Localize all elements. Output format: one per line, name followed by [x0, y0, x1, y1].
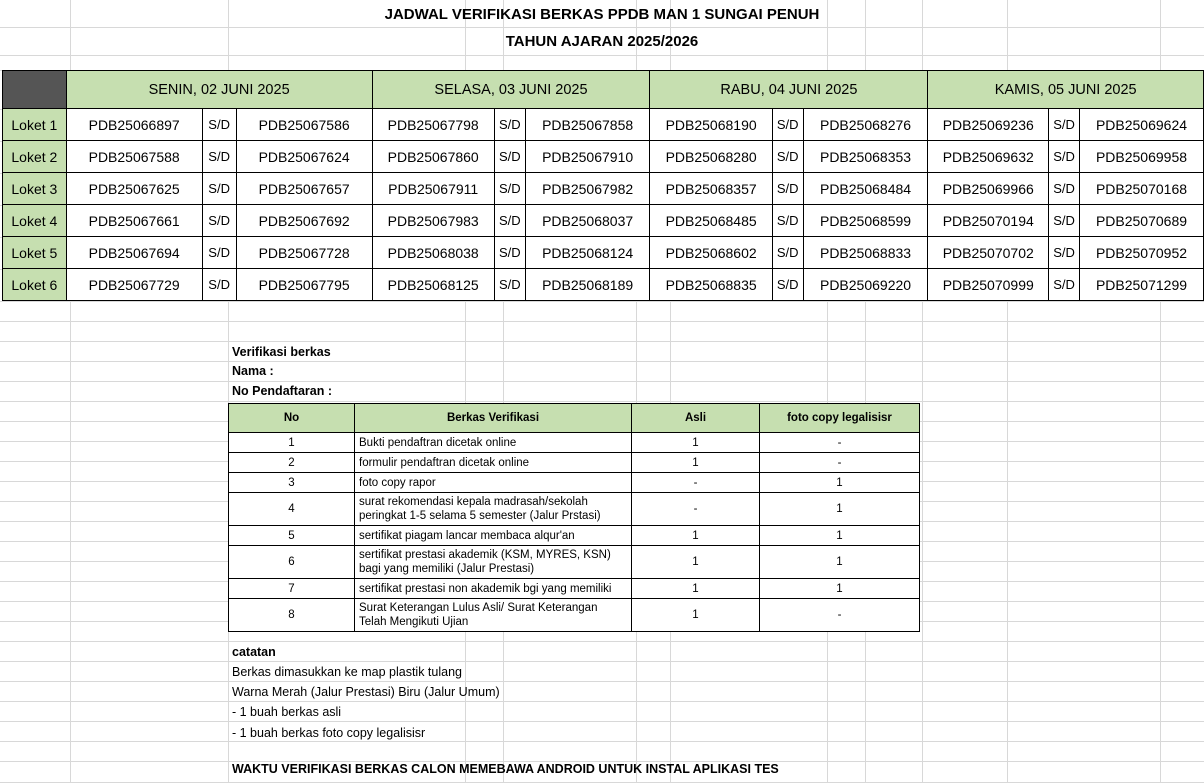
registration-number-to: PDB25067795	[236, 269, 372, 301]
schedule-row	[3, 109, 1204, 141]
gridline-horizontal	[0, 321, 1204, 322]
gridline-horizontal	[0, 741, 1204, 742]
registration-number-from: PDB25067983	[372, 205, 494, 237]
schedule-table	[2, 70, 1204, 301]
registration-number-from: PDB25068190	[650, 109, 772, 141]
loket-label: Loket 1	[3, 109, 67, 141]
verification-documents-table	[228, 403, 920, 632]
registration-number-to: PDB25068276	[803, 109, 928, 141]
loket-label: Loket 3	[3, 173, 67, 205]
docs-cell-description: formulir pendaftran dicetak online	[355, 453, 632, 473]
docs-row	[229, 493, 920, 526]
range-separator: S/D	[494, 237, 525, 269]
docs-row	[229, 579, 920, 599]
docs-cell-no: 1	[229, 433, 355, 453]
registration-number-to: PDB25068037	[525, 205, 650, 237]
docs-row	[229, 526, 920, 546]
docs-cell-no: 8	[229, 599, 355, 632]
registration-number-from: PDB25067911	[372, 173, 494, 205]
docs-row	[229, 433, 920, 453]
loket-label: Loket 5	[3, 237, 67, 269]
docs-cell-description: foto copy rapor	[355, 473, 632, 493]
docs-cell-photocopy: -	[760, 599, 920, 632]
docs-cell-description: sertifikat piagam lancar membaca alqur'an	[355, 526, 632, 546]
docs-cell-no: 3	[229, 473, 355, 493]
registration-number-from: PDB25068485	[650, 205, 772, 237]
range-separator: S/D	[1049, 269, 1080, 301]
range-separator: S/D	[1049, 109, 1080, 141]
range-separator: S/D	[772, 173, 803, 205]
registration-number-to: PDB25069624	[1080, 109, 1204, 141]
note-line-3: - 1 buah berkas foto copy legalisisr	[232, 726, 426, 740]
registration-number-to: PDB25067982	[525, 173, 650, 205]
registration-number-from: PDB25068280	[650, 141, 772, 173]
range-separator: S/D	[202, 173, 236, 205]
loket-label: Loket 4	[3, 205, 67, 237]
range-separator: S/D	[772, 141, 803, 173]
corner-cell	[3, 71, 67, 109]
form-name-label: Nama :	[232, 364, 274, 378]
notes-footer: WAKTU VERIFIKASI BERKAS CALON MEMEBAWA ANDROID UNTUK INSTAL APLIKASI TES	[232, 762, 779, 776]
gridline-horizontal	[0, 401, 1204, 402]
registration-number-to: PDB25068484	[803, 173, 928, 205]
docs-row	[229, 473, 920, 493]
docs-cell-original: 1	[632, 526, 760, 546]
registration-number-to: PDB25067728	[236, 237, 372, 269]
day-header-0: SENIN, 02 JUNI 2025	[66, 71, 372, 109]
registration-number-to: PDB25070952	[1080, 237, 1204, 269]
docs-cell-original: -	[632, 493, 760, 526]
day-header-2: RABU, 04 JUNI 2025	[650, 71, 928, 109]
range-separator: S/D	[494, 269, 525, 301]
note-line-2: - 1 buah berkas asli	[232, 705, 342, 719]
range-separator: S/D	[772, 109, 803, 141]
docs-row	[229, 546, 920, 579]
registration-number-to: PDB25067586	[236, 109, 372, 141]
registration-number-from: PDB25066897	[66, 109, 202, 141]
registration-number-from: PDB25070999	[928, 269, 1049, 301]
docs-cell-no: 5	[229, 526, 355, 546]
registration-number-from: PDB25070194	[928, 205, 1049, 237]
range-separator: S/D	[772, 237, 803, 269]
docs-cell-no: 7	[229, 579, 355, 599]
docs-cell-description: Surat Keterangan Lulus Asli/ Surat Keterangan Telah Mengikuti Ujian	[355, 599, 632, 632]
range-separator: S/D	[1049, 237, 1080, 269]
docs-cell-description: surat rekomendasi kepala madrasah/sekolah peringkat 1-5 selama 5 semester (Jalur Prstasi)	[355, 493, 632, 526]
registration-number-to: PDB25069220	[803, 269, 928, 301]
registration-number-from: PDB25069236	[928, 109, 1049, 141]
schedule-row	[3, 205, 1204, 237]
range-separator: S/D	[494, 109, 525, 141]
registration-number-from: PDB25068835	[650, 269, 772, 301]
docs-header-no: No	[229, 404, 355, 433]
registration-number-to: PDB25067858	[525, 109, 650, 141]
gridline-horizontal	[0, 27, 1204, 28]
registration-number-to: PDB25067624	[236, 141, 372, 173]
registration-number-from: PDB25067860	[372, 141, 494, 173]
day-header-3: KAMIS, 05 JUNI 2025	[928, 71, 1204, 109]
schedule-header-row	[3, 71, 1204, 109]
docs-header-row	[229, 404, 920, 433]
registration-number-to: PDB25070689	[1080, 205, 1204, 237]
docs-body	[229, 433, 920, 632]
day-header-1: SELASA, 03 JUNI 2025	[372, 71, 650, 109]
docs-header-original: Asli	[632, 404, 760, 433]
registration-number-to: PDB25068124	[525, 237, 650, 269]
registration-number-to: PDB25068833	[803, 237, 928, 269]
registration-number-from: PDB25068125	[372, 269, 494, 301]
page-title: JADWAL VERIFIKASI BERKAS PPDB MAN 1 SUNGAI PENUH	[384, 6, 820, 23]
note-line-0: Berkas dimasukkan ke map plastik tulang	[232, 665, 462, 679]
range-separator: S/D	[202, 205, 236, 237]
registration-number-to: PDB25067692	[236, 205, 372, 237]
form-registration-number-label: No Pendaftaran :	[232, 384, 333, 398]
gridline-horizontal	[0, 55, 1204, 56]
docs-cell-original: 1	[632, 599, 760, 632]
registration-number-to: PDB25068599	[803, 205, 928, 237]
registration-number-from: PDB25069966	[928, 173, 1049, 205]
docs-cell-photocopy: -	[760, 453, 920, 473]
registration-number-to: PDB25067910	[525, 141, 650, 173]
registration-number-from: PDB25067625	[66, 173, 202, 205]
docs-cell-original: 1	[632, 579, 760, 599]
registration-number-to: PDB25067657	[236, 173, 372, 205]
range-separator: S/D	[202, 237, 236, 269]
loket-label: Loket 2	[3, 141, 67, 173]
gridline-horizontal	[0, 341, 1204, 342]
notes-heading: catatan	[232, 645, 276, 659]
docs-header-photocopy: foto copy legalisisr	[760, 404, 920, 433]
docs-row	[229, 453, 920, 473]
registration-number-from: PDB25068602	[650, 237, 772, 269]
registration-number-from: PDB25069632	[928, 141, 1049, 173]
docs-cell-no: 4	[229, 493, 355, 526]
registration-number-from: PDB25070702	[928, 237, 1049, 269]
range-separator: S/D	[1049, 205, 1080, 237]
docs-cell-description: sertifikat prestasi non akademik bgi yang memiliki	[355, 579, 632, 599]
registration-number-to: PDB25068353	[803, 141, 928, 173]
schedule-row	[3, 269, 1204, 301]
registration-number-from: PDB25067798	[372, 109, 494, 141]
gridline-horizontal	[0, 701, 1204, 702]
docs-cell-photocopy: -	[760, 433, 920, 453]
schedule-row	[3, 173, 1204, 205]
docs-cell-photocopy: 1	[760, 526, 920, 546]
gridline-horizontal	[0, 301, 1204, 302]
range-separator: S/D	[1049, 141, 1080, 173]
docs-row	[229, 599, 920, 632]
docs-cell-photocopy: 1	[760, 546, 920, 579]
range-separator: S/D	[202, 141, 236, 173]
schedule-row	[3, 141, 1204, 173]
gridline-horizontal	[0, 381, 1204, 382]
range-separator: S/D	[494, 141, 525, 173]
gridline-horizontal	[0, 361, 1204, 362]
schedule-body	[3, 109, 1204, 301]
gridline-horizontal	[0, 641, 1204, 642]
registration-number-from: PDB25067729	[66, 269, 202, 301]
range-separator: S/D	[202, 269, 236, 301]
registration-number-from: PDB25067694	[66, 237, 202, 269]
registration-number-from: PDB25068038	[372, 237, 494, 269]
docs-cell-description: sertifikat prestasi akademik (KSM, MYRES, KSN) bagi yang memiliki (Jalur Prestasi)	[355, 546, 632, 579]
range-separator: S/D	[494, 205, 525, 237]
docs-cell-original: 1	[632, 546, 760, 579]
docs-cell-no: 6	[229, 546, 355, 579]
docs-cell-original: 1	[632, 433, 760, 453]
docs-cell-photocopy: 1	[760, 493, 920, 526]
range-separator: S/D	[772, 269, 803, 301]
registration-number-to: PDB25070168	[1080, 173, 1204, 205]
registration-number-from: PDB25067588	[66, 141, 202, 173]
docs-cell-original: -	[632, 473, 760, 493]
gridline-horizontal	[0, 681, 1204, 682]
range-separator: S/D	[772, 205, 803, 237]
note-line-1: Warna Merah (Jalur Prestasi) Biru (Jalur Umum)	[232, 685, 500, 699]
docs-cell-original: 1	[632, 453, 760, 473]
page-subtitle: TAHUN AJARAN 2025/2026	[505, 33, 699, 50]
docs-cell-description: Bukti pendaftran dicetak online	[355, 433, 632, 453]
docs-cell-no: 2	[229, 453, 355, 473]
docs-cell-photocopy: 1	[760, 473, 920, 493]
range-separator: S/D	[494, 173, 525, 205]
docs-header-description: Berkas Verifikasi	[355, 404, 632, 433]
registration-number-from: PDB25067661	[66, 205, 202, 237]
registration-number-to: PDB25068189	[525, 269, 650, 301]
range-separator: S/D	[1049, 173, 1080, 205]
registration-number-to: PDB25071299	[1080, 269, 1204, 301]
gridline-horizontal	[0, 721, 1204, 722]
schedule-row	[3, 237, 1204, 269]
form-heading: Verifikasi berkas	[232, 345, 331, 359]
registration-number-from: PDB25068357	[650, 173, 772, 205]
range-separator: S/D	[202, 109, 236, 141]
docs-cell-photocopy: 1	[760, 579, 920, 599]
gridline-horizontal	[0, 661, 1204, 662]
loket-label: Loket 6	[3, 269, 67, 301]
registration-number-to: PDB25069958	[1080, 141, 1204, 173]
